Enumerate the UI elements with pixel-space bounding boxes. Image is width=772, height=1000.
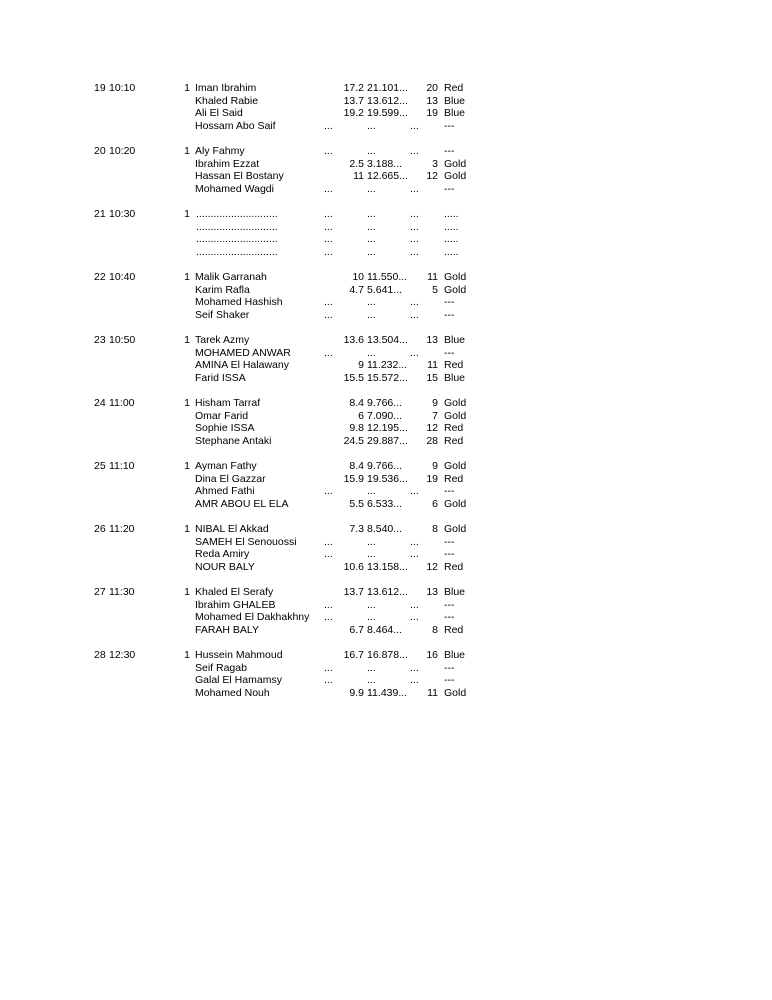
player-name: Hossam Abo Saif	[195, 119, 276, 132]
player-name: Dina El Gazzar	[195, 472, 266, 485]
handicap-index: 17.2	[343, 82, 364, 94]
course-handicap: 12.665...	[367, 170, 408, 183]
playing-handicap: 3	[432, 157, 438, 170]
handicap-ellipsis: ...	[324, 145, 333, 157]
handicap-ellipsis: ...	[324, 308, 333, 321]
score-ellipsis: ...	[367, 548, 376, 561]
player-row	[0, 460, 772, 473]
handicap-index: 13.6	[343, 334, 364, 346]
handicap-index: 10.6	[343, 560, 364, 573]
player-name: Mohamed Wagdi	[195, 182, 274, 195]
player-name: Farid ISSA	[195, 371, 246, 384]
no-tee-dash: ---	[444, 119, 455, 132]
player-row	[0, 422, 772, 435]
tee-color: Red	[444, 82, 464, 94]
player-name-placeholder: ............................	[196, 220, 278, 233]
course-handicap: 11.439...	[367, 686, 408, 699]
player-row	[0, 410, 772, 423]
start-slot: 1	[184, 82, 190, 94]
player-row	[0, 183, 772, 196]
player-name: Ali El Said	[195, 107, 243, 120]
start-slot: 1	[184, 271, 190, 283]
tee-color: Blue	[444, 107, 466, 120]
player-name: AMINA El Halawany	[195, 359, 289, 372]
playing-handicap: 9	[432, 460, 438, 472]
tee-color: Gold	[444, 157, 467, 170]
start-slot: 1	[184, 208, 190, 220]
handicap-ellipsis: ...	[324, 119, 333, 132]
player-row	[0, 599, 772, 612]
player-row	[0, 674, 772, 687]
no-tee-dash: ---	[444, 598, 455, 611]
player-row	[0, 221, 772, 234]
course-handicap: 13.504...	[367, 334, 408, 346]
handicap-ellipsis: ...	[324, 182, 333, 195]
tee-time: 12:30	[109, 649, 136, 661]
course-handicap: 13.158...	[367, 560, 408, 573]
player-name: Karim Rafla	[195, 283, 250, 296]
player-row	[0, 397, 772, 410]
tee-time: 10:50	[109, 334, 136, 346]
player-name: Iman Ibrahim	[195, 82, 257, 94]
start-slot: 1	[184, 523, 190, 535]
handicap-index: 7.3	[349, 523, 364, 535]
playing-handicap: 6	[432, 497, 438, 510]
tee-ellipsis: ...	[410, 182, 419, 195]
player-name: Ahmed Fathi	[195, 485, 255, 498]
tee-color: Gold	[444, 170, 467, 183]
tee-color: Blue	[444, 371, 466, 384]
player-row	[0, 208, 772, 221]
course-handicap: 19.536...	[367, 472, 408, 485]
tee-color: Gold	[444, 686, 467, 699]
playing-handicap: 19	[426, 472, 438, 485]
score-ellipsis: ...	[367, 674, 376, 687]
player-name: Aly Fahmy	[195, 145, 245, 157]
player-row	[0, 95, 772, 108]
handicap-index: 2.5	[349, 157, 364, 170]
handicap-ellipsis: ...	[324, 674, 333, 687]
player-row	[0, 120, 772, 133]
score-ellipsis: ...	[367, 611, 376, 624]
course-handicap: 16.878...	[367, 649, 408, 661]
tee-ellipsis: ...	[410, 598, 419, 611]
handicap-ellipsis: ...	[324, 548, 333, 561]
score-ellipsis: ...	[367, 182, 376, 195]
player-name: Ibrahim Ezzat	[195, 157, 260, 170]
course-handicap: 11.550...	[367, 271, 408, 283]
player-name: Mohamed Nouh	[195, 686, 270, 699]
handicap-ellipsis: ...	[324, 220, 333, 233]
tee-time: 11:30	[109, 586, 135, 598]
tee-placeholder: .....	[444, 220, 459, 233]
course-handicap: 19.599...	[367, 107, 408, 120]
tee-time: 10:10	[109, 82, 136, 94]
player-row	[0, 372, 772, 385]
player-row	[0, 662, 772, 675]
player-row	[0, 523, 772, 536]
tee-ellipsis: ...	[410, 245, 419, 258]
tee-color: Blue	[444, 334, 466, 346]
course-handicap: 9.766...	[367, 397, 403, 409]
tee-ellipsis: ...	[410, 119, 419, 132]
tee-ellipsis: ...	[410, 674, 419, 687]
player-name: SAMEH El Senouossi	[195, 535, 297, 548]
group-number: 25	[94, 460, 106, 472]
playing-handicap: 13	[426, 334, 438, 346]
tee-color: Gold	[444, 271, 467, 283]
player-row	[0, 82, 772, 95]
tee-color: Gold	[444, 409, 467, 422]
handicap-index: 11	[353, 170, 364, 183]
score-ellipsis: ...	[367, 346, 376, 359]
player-row	[0, 548, 772, 561]
score-ellipsis: ...	[367, 296, 376, 309]
player-row	[0, 498, 772, 511]
player-name: Khaled El Serafy	[195, 586, 274, 598]
playing-handicap: 8	[432, 523, 438, 535]
playing-handicap: 7	[432, 409, 438, 422]
tee-time: 10:20	[109, 145, 136, 157]
course-handicap: 13.612...	[367, 586, 408, 598]
handicap-ellipsis: ...	[324, 208, 333, 220]
no-tee-dash: ---	[444, 661, 455, 674]
no-tee-dash: ---	[444, 182, 455, 195]
player-row	[0, 611, 772, 624]
tee-color: Blue	[444, 586, 466, 598]
player-name: Ibrahim GHALEB	[195, 598, 276, 611]
score-ellipsis: ...	[367, 220, 376, 233]
playing-handicap: 8	[432, 623, 438, 636]
tee-ellipsis: ...	[410, 220, 419, 233]
playing-handicap: 12	[426, 170, 438, 183]
course-handicap: 3.188...	[367, 157, 403, 170]
player-row	[0, 485, 772, 498]
player-name: Hussein Mahmoud	[195, 649, 283, 661]
handicap-ellipsis: ...	[324, 233, 333, 246]
start-slot: 1	[184, 649, 190, 661]
player-name-placeholder: ............................	[196, 245, 278, 258]
handicap-ellipsis: ...	[324, 535, 333, 548]
tee-ellipsis: ...	[410, 548, 419, 561]
course-handicap: 13.612...	[367, 94, 408, 107]
tee-color: Red	[444, 623, 464, 636]
handicap-index: 9.8	[349, 422, 364, 435]
player-row	[0, 536, 772, 549]
player-name: Galal El Hamamsy	[195, 674, 282, 687]
player-name: Malik Garranah	[195, 271, 267, 283]
player-name: FARAH BALY	[195, 623, 259, 636]
tee-color: Gold	[444, 397, 467, 409]
handicap-index: 16.7	[343, 649, 364, 661]
group-number: 19	[94, 82, 106, 94]
start-slot: 1	[184, 145, 190, 157]
player-name: Stephane Antaki	[195, 434, 272, 447]
player-row	[0, 145, 772, 158]
tee-ellipsis: ...	[410, 485, 419, 498]
handicap-index: 19.2	[343, 107, 364, 120]
tee-color: Red	[444, 359, 464, 372]
course-handicap: 5.641...	[367, 283, 403, 296]
player-row	[0, 624, 772, 637]
tee-ellipsis: ...	[410, 233, 419, 246]
tee-ellipsis: ...	[410, 661, 419, 674]
course-handicap: 6.533...	[367, 497, 403, 510]
handicap-index: 13.7	[343, 94, 364, 107]
player-name: Tarek Azmy	[195, 334, 250, 346]
player-name: Mohamed El Dakhakhny	[195, 611, 310, 624]
no-tee-dash: ---	[444, 296, 455, 309]
score-ellipsis: ...	[367, 233, 376, 246]
handicap-ellipsis: ...	[324, 598, 333, 611]
tee-color: Gold	[444, 283, 467, 296]
tee-ellipsis: ...	[410, 208, 419, 220]
score-ellipsis: ...	[367, 208, 376, 220]
score-ellipsis: ...	[367, 308, 376, 321]
no-tee-dash: ---	[444, 535, 455, 548]
tee-ellipsis: ...	[410, 308, 419, 321]
score-ellipsis: ...	[367, 245, 376, 258]
handicap-index: 6.7	[349, 623, 364, 636]
player-name: Seif Ragab	[195, 661, 247, 674]
tee-color: Red	[444, 560, 464, 573]
player-name: Khaled Rabie	[195, 94, 259, 107]
handicap-index: 15.5	[343, 371, 364, 384]
player-name: Omar Farid	[195, 409, 249, 422]
no-tee-dash: ---	[444, 308, 455, 321]
score-ellipsis: ...	[367, 145, 376, 157]
player-row	[0, 687, 772, 700]
no-tee-dash: ---	[444, 548, 455, 561]
no-tee-dash: ---	[444, 145, 455, 157]
playing-handicap: 11	[427, 686, 438, 699]
group-number: 26	[94, 523, 106, 535]
course-handicap: 7.090...	[367, 409, 403, 422]
course-handicap: 11.232...	[367, 359, 408, 372]
group-number: 21	[94, 208, 106, 220]
player-row	[0, 246, 772, 259]
player-row	[0, 158, 772, 171]
tee-color: Red	[444, 472, 464, 485]
handicap-index: 6	[358, 409, 364, 422]
playing-handicap: 11	[427, 359, 438, 372]
playing-handicap: 28	[426, 434, 438, 447]
score-ellipsis: ...	[367, 119, 376, 132]
tee-time: 11:20	[109, 523, 135, 535]
player-name-placeholder: ............................	[196, 233, 278, 246]
player-name: Sophie ISSA	[195, 422, 255, 435]
playing-handicap: 13	[426, 586, 438, 598]
course-handicap: 8.540...	[367, 523, 403, 535]
start-slot: 1	[184, 334, 190, 346]
playing-handicap: 12	[426, 422, 438, 435]
player-row	[0, 561, 772, 574]
handicap-index: 24.5	[343, 434, 364, 447]
player-name: NOUR BALY	[195, 560, 255, 573]
player-row	[0, 435, 772, 448]
course-handicap: 29.887...	[367, 434, 408, 447]
tee-time: 11:00	[109, 397, 135, 409]
course-handicap: 9.766...	[367, 460, 403, 472]
playing-handicap: 15	[426, 371, 438, 384]
group-number: 20	[94, 145, 106, 157]
tee-placeholder: .....	[444, 233, 459, 246]
handicap-index: 15.9	[343, 472, 364, 485]
tee-color: Gold	[444, 460, 467, 472]
course-handicap: 8.464...	[367, 623, 403, 636]
tee-color: Gold	[444, 497, 467, 510]
handicap-ellipsis: ...	[324, 296, 333, 309]
course-handicap: 12.195...	[367, 422, 408, 435]
score-ellipsis: ...	[367, 535, 376, 548]
player-row	[0, 359, 772, 372]
playing-handicap: 12	[426, 560, 438, 573]
tee-placeholder: .....	[444, 245, 459, 258]
player-row	[0, 309, 772, 322]
handicap-ellipsis: ...	[324, 346, 333, 359]
playing-handicap: 19	[426, 107, 438, 120]
group-number: 23	[94, 334, 106, 346]
playing-handicap: 5	[432, 283, 438, 296]
score-ellipsis: ...	[367, 598, 376, 611]
handicap-ellipsis: ...	[324, 661, 333, 674]
group-number: 27	[94, 586, 106, 598]
group-number: 24	[94, 397, 106, 409]
start-slot: 1	[184, 586, 190, 598]
handicap-index: 9	[358, 359, 364, 372]
player-row	[0, 284, 772, 297]
player-name: MOHAMED ANWAR	[195, 346, 291, 359]
handicap-index: 10	[352, 271, 364, 283]
player-row	[0, 347, 772, 360]
start-slot: 1	[184, 460, 190, 472]
tee-color: Red	[444, 422, 464, 435]
playing-handicap: 16	[426, 649, 438, 661]
tee-time: 10:40	[109, 271, 136, 283]
no-tee-dash: ---	[444, 611, 455, 624]
player-name: Seif Shaker	[195, 308, 250, 321]
playing-handicap: 9	[432, 397, 438, 409]
player-row	[0, 473, 772, 486]
tee-ellipsis: ...	[410, 145, 419, 157]
player-name: Hisham Tarraf	[195, 397, 261, 409]
score-ellipsis: ...	[367, 485, 376, 498]
player-name: Ayman Fathy	[195, 460, 257, 472]
player-name: NIBAL El Akkad	[195, 523, 269, 535]
no-tee-dash: ---	[444, 346, 455, 359]
tee-ellipsis: ...	[410, 296, 419, 309]
player-name: Mohamed Hashish	[195, 296, 283, 309]
player-name: AMR ABOU EL ELA	[195, 497, 289, 510]
tee-ellipsis: ...	[410, 346, 419, 359]
handicap-index: 9.9	[349, 686, 364, 699]
group-number: 28	[94, 649, 106, 661]
no-tee-dash: ---	[444, 485, 455, 498]
tee-color: Red	[444, 434, 464, 447]
tee-color: Blue	[444, 94, 466, 107]
tee-placeholder: .....	[444, 208, 459, 220]
handicap-index: 8.4	[349, 397, 364, 409]
no-tee-dash: ---	[444, 674, 455, 687]
player-row	[0, 296, 772, 309]
tee-ellipsis: ...	[410, 611, 419, 624]
group-number: 22	[94, 271, 106, 283]
course-handicap: 15.572...	[367, 371, 408, 384]
tee-color: Gold	[444, 523, 467, 535]
playing-handicap: 13	[426, 94, 438, 107]
playing-handicap: 11	[427, 271, 438, 283]
tee-color: Blue	[444, 649, 466, 661]
player-row	[0, 107, 772, 120]
handicap-ellipsis: ...	[324, 245, 333, 258]
player-row	[0, 649, 772, 662]
player-row	[0, 334, 772, 347]
handicap-ellipsis: ...	[324, 611, 333, 624]
handicap-index: 8.4	[349, 460, 364, 472]
player-row	[0, 170, 772, 183]
playing-handicap: 20	[426, 82, 438, 94]
player-row	[0, 586, 772, 599]
tee-ellipsis: ...	[410, 535, 419, 548]
player-name: Hassan El Bostany	[195, 170, 284, 183]
score-ellipsis: ...	[367, 661, 376, 674]
start-slot: 1	[184, 397, 190, 409]
tee-time: 11:10	[109, 460, 135, 472]
handicap-index: 13.7	[343, 586, 364, 598]
course-handicap: 21.101...	[367, 82, 408, 94]
handicap-ellipsis: ...	[324, 485, 333, 498]
player-row	[0, 271, 772, 284]
tee-time: 10:30	[109, 208, 136, 220]
player-row	[0, 233, 772, 246]
handicap-index: 4.7	[349, 283, 364, 296]
player-name-placeholder: ............................	[196, 208, 278, 220]
player-name: Reda Amiry	[195, 548, 250, 561]
handicap-index: 5.5	[349, 497, 364, 510]
